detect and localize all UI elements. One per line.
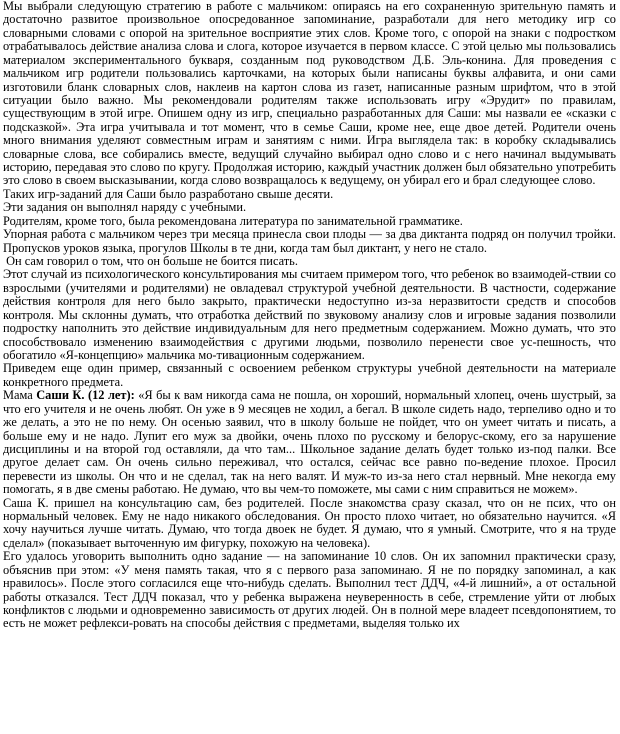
paragraph: Мы выбрали следующую стратегию в работе с мальчиком: опираясь на его сохраненную зрительную память и достаточно развитое произвольное опосредованное запоминание, разработали для него методику игр со словарными словами с опорой на зрительное восприятие этих слов. Кроме того, с опорой на знаки с подростком отрабатывалось действие анализа слова и слога, которое изучается в первом классе. С этой целью мы пользовались материалом экспериментального букваря, созданным под руководством Д.Б. Эль-конина. Для проведения с мальчиком игр родители пользовались карточками, на которых были написаны буквы алфавита, и они сами изготовили бланк словарных слов, наклеив на картон слова из газет, написанные разным шрифтом, что в этой ситуации было важно. Мы рекомендовали родителям также использовать игру «Эрудит» по правилам, существующим в этой игре. Опишем одну из игр, специально разработанных для Саши: мы назвали ее «сказки с подсказкой». Эта игра учитывала и тот момент, что в семье Саши, кроме нее, еще двое детей. Родители очень много внимания уделяют совместным играм и занятиям с ними. Игра выглядела так: в коробку складывались словарные слова, все собирались вместе, ведущий случайно выбирал одно слово и с него начинал выдумывать историю, передавая это слово по кругу. Продолжая историю, каждый участник должен был обязательно употребить это слово в своем высказывании, когда слово возвращалось к ведущему, он убирал его и брал следующее слово. [3,0,617,188]
paragraph: Приведем еще один пример, связанный с освоением ребенком структуры учебной деятельности на материале конкретного предмета. [3,361,616,389]
case-text: «Я бы к вам никогда сама не пошла, он хороший, нормальный хлопец, очень шустрый, за что его учителя и не очень любят. Он уже в 9 месяцев не ходил, а бегал. В школе сидеть надо, терпеливо одно и то же делать, а это не по нему. Он осенью заявил, что в школу больше не пойдет, что он умеет читать и писать, а больше ему и не надо. Лупит его муж за двойки, очень плохо по русскому и белорус-скому, его за нарушение дисциплины и на второй год оставляли, да что там... Школьное задание делать будет только из-под палки. Все другое делает сам. Он очень сильно переживал, что остался, сейчас все равно по-ведение плохое. Просил перевести из школы. Он что и не сделал, так на него валят. И муж-то из-за него стал нервный. Мне некогда ему помогать, я в две смены работаю. Не думаю, что вы чем-то поможете, мы сами с ним справиться не можем». [3,388,616,497]
paragraph: Саша К. пришел на консультацию сам, без родителей. После знакомства сразу сказал, что он не псих, что он нормальный человек. Ему не надо никакого обследования. Он просто плохо читает, но обязательно научится. «Я хочу научиться лучше читать. Думаю, что тогда двоек не будет. Я думаю, что я умный. Смотрите, что я на труде сделал» (показывает выточенную им фигурку, похожую на человека). [3,495,616,550]
paragraph: Упорная работа с мальчиком через три месяца принесла свои плоды — за два диктанта подряд он получил тройки. Пропусков уроков языка, прогулов Школы в те дни, когда там был диктант, у него не стало. [3,227,616,255]
case-name: Саши К. (12 лет): [36,388,135,403]
paragraph: Он сам говорил о том, что он больше не боится писать. [3,254,298,269]
case-paragraph [3,389,616,496]
paragraph: Эти задания он выполнял наряду с учебными. [3,200,247,215]
paragraph: Этот случай из психологического консультирования мы считаем примером того, что ребенок во взаимодей-ствии со взрослыми (учителями и родителями) не овладевал структурой учебной деятельности. В частности, содержание действия контроля для него было закрыто, практически недоступно из-за неразвитости средств и способов контроля. Мы склонны думать, что отработка действий по звуковому анализу слов и игровые задания позволили подростку наполнить это действие индивидуальным для него предметным содержанием. Можно думать, что это способствовало изменению взаимодействия с другими людьми, позволило перенести свое ус-пешность, что обогатило «Я-концепцию» мальчика мо-тивационным содержанием. [3,267,616,362]
paragraph: Его удалось уговорить выполнить одно задание — на запоминание 10 слов. Он их запомнил практически сразу, объяснив при этом: «У меня память такая, что я с первого раза запоминаю. Я не по порядку запоминал, а как нравилось». После этого согласился еще что-нибудь сделать. Выполнил тест ДДЧ, «4-й лишний», а от остальной работы отказался. Тест ДДЧ показал, что у ребенка выражена неуверенность в себе, стремление уйти от любых конфликтов с людьми и одновременно зависимость от других людей. Он в полной мере владеет псевдопонятием, то есть не может рефлекси-ровать на способы действия с предметами, выделяя только их [3,549,616,631]
case-prefix: Мама [3,388,37,403]
paragraph: Родителям, кроме того, была рекомендована литература по занимательной грамматике. [3,213,463,228]
paragraph: Таких игр-заданий для Саши было разработано свыше десяти. [3,186,334,201]
